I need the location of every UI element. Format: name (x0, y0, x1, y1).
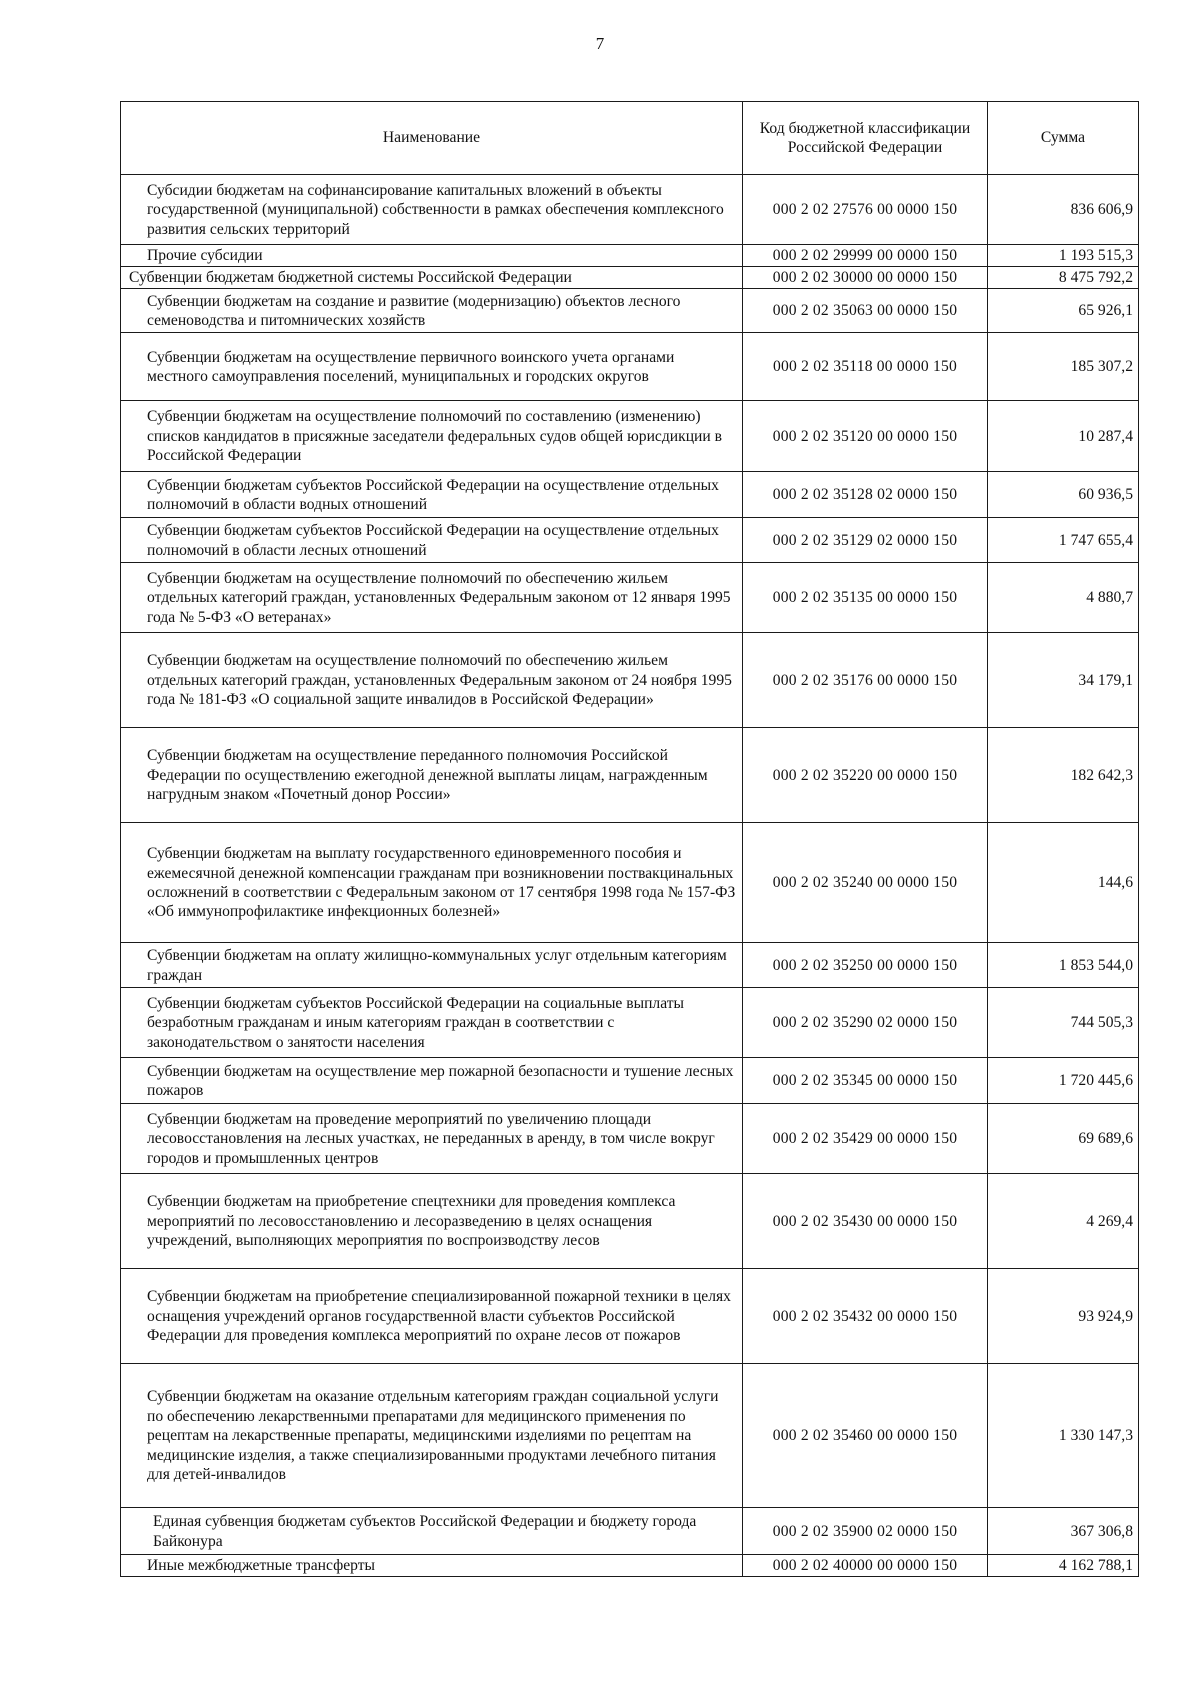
row-name: Субсидии бюджетам на софинансирование капитальных вложений в объекты государственной (муниципальной) собственности в рамках обеспечения комплексного развития сельских территорий (121, 175, 743, 245)
table-header-row (121, 102, 1139, 175)
table-row (121, 1508, 1139, 1555)
table-row (121, 518, 1139, 563)
row-name: Субвенции бюджетам на осуществление полномочий по обеспечению жильем отдельных категорий граждан, установленных Федеральным законом от 12 января 1995 года № 5-ФЗ «О ветеранах» (121, 563, 743, 633)
row-sum: 144,6 (988, 823, 1139, 943)
row-sum: 34 179,1 (988, 633, 1139, 728)
table-row (121, 267, 1139, 289)
header-code: Код бюджетной классификации Российской Федерации (743, 102, 988, 175)
row-sum: 65 926,1 (988, 289, 1139, 333)
row-sum: 182 642,3 (988, 728, 1139, 823)
row-sum: 1 720 445,6 (988, 1058, 1139, 1104)
row-sum: 10 287,4 (988, 401, 1139, 472)
row-code: 000 2 02 35432 00 0000 150 (743, 1269, 988, 1364)
row-name: Субвенции бюджетам на осуществление первичного воинского учета органами местного самоуправления поселений, муниципальных и городских округов (121, 333, 743, 401)
table-row (121, 333, 1139, 401)
row-sum: 1 747 655,4 (988, 518, 1139, 563)
row-code: 000 2 02 35345 00 0000 150 (743, 1058, 988, 1104)
row-name: Иные межбюджетные трансферты (121, 1555, 743, 1577)
row-sum: 69 689,6 (988, 1104, 1139, 1174)
row-code: 000 2 02 35220 00 0000 150 (743, 728, 988, 823)
table-row (121, 1555, 1139, 1577)
row-code: 000 2 02 35240 00 0000 150 (743, 823, 988, 943)
table-row (121, 633, 1139, 728)
page-number: 7 (595, 34, 605, 53)
row-name: Субвенции бюджетам субъектов Российской Федерации на осуществление отдельных полномочий в области лесных отношений (121, 518, 743, 563)
row-name: Субвенции бюджетам на выплату государственного единовременного пособия и ежемесячной денежной компенсации гражданам при возникновении поствакцинальных осложнений в соответствии с Федеральным законом от 17 сентября 1998 года № 157-ФЗ «Об иммунопрофилактике инфекционных болезней» (121, 823, 743, 943)
table-row (121, 823, 1139, 943)
budget-table (120, 101, 1139, 1577)
row-sum: 836 606,9 (988, 175, 1139, 245)
row-code: 000 2 02 35250 00 0000 150 (743, 943, 988, 988)
row-code: 000 2 02 35290 02 0000 150 (743, 988, 988, 1058)
table-row (121, 1058, 1139, 1104)
table-row (121, 245, 1139, 267)
table-row (121, 988, 1139, 1058)
row-sum: 60 936,5 (988, 472, 1139, 518)
table-row (121, 289, 1139, 333)
row-name: Единая субвенция бюджетам субъектов Российской Федерации и бюджету города Байконура (121, 1508, 743, 1555)
table-row (121, 1364, 1139, 1508)
row-sum: 4 162 788,1 (988, 1555, 1139, 1577)
row-sum: 1 330 147,3 (988, 1364, 1139, 1508)
row-name: Субвенции бюджетам на осуществление переданного полномочия Российской Федерации по осуществлению ежегодной денежной выплаты лицам, награжденным нагрудным знаком «Почетный донор России» (121, 728, 743, 823)
row-code: 000 2 02 35128 02 0000 150 (743, 472, 988, 518)
table-row (121, 175, 1139, 245)
table-row (121, 1269, 1139, 1364)
row-name: Субвенции бюджетам на создание и развитие (модернизацию) объектов лесного семеноводства и питомнических хозяйств (121, 289, 743, 333)
table-row (121, 472, 1139, 518)
header-sum: Сумма (988, 102, 1139, 175)
row-code: 000 2 02 35063 00 0000 150 (743, 289, 988, 333)
row-sum: 1 193 515,3 (988, 245, 1139, 267)
table-row (121, 1104, 1139, 1174)
row-name: Субвенции бюджетам на приобретение специализированной пожарной техники в целях оснащения учреждений органов государственной власти субъектов Российской Федерации для проведения комплекса мероприятий по охране лесов от пожаров (121, 1269, 743, 1364)
row-name: Прочие субсидии (121, 245, 743, 267)
row-code: 000 2 02 35900 02 0000 150 (743, 1508, 988, 1555)
row-name: Субвенции бюджетам на проведение мероприятий по увеличению площади лесовосстановления на лесных участках, не переданных в аренду, в том числе вокруг городов и промышленных центров (121, 1104, 743, 1174)
row-sum: 1 853 544,0 (988, 943, 1139, 988)
row-sum: 744 505,3 (988, 988, 1139, 1058)
row-name: Субвенции бюджетам субъектов Российской Федерации на социальные выплаты безработным гражданам и иным категориям граждан в соответствии с законодательством о занятости населения (121, 988, 743, 1058)
row-code: 000 2 02 35118 00 0000 150 (743, 333, 988, 401)
row-sum: 93 924,9 (988, 1269, 1139, 1364)
table-row (121, 728, 1139, 823)
row-name: Субвенции бюджетам на осуществление полномочий по составлению (изменению) списков кандидатов в присяжные заседатели федеральных судов общей юрисдикции в Российской Федерации (121, 401, 743, 472)
row-code: 000 2 02 35176 00 0000 150 (743, 633, 988, 728)
row-sum: 4 269,4 (988, 1174, 1139, 1269)
table-row (121, 563, 1139, 633)
row-code: 000 2 02 35135 00 0000 150 (743, 563, 988, 633)
row-name: Субвенции бюджетам на оплату жилищно-коммунальных услуг отдельным категориям граждан (121, 943, 743, 988)
row-code: 000 2 02 30000 00 0000 150 (743, 267, 988, 289)
row-code: 000 2 02 35460 00 0000 150 (743, 1364, 988, 1508)
row-name: Субвенции бюджетам на осуществление мер пожарной безопасности и тушение лесных пожаров (121, 1058, 743, 1104)
row-code: 000 2 02 35129 02 0000 150 (743, 518, 988, 563)
row-name: Субвенции бюджетам на приобретение спецтехники для проведения комплекса мероприятий по лесовосстановлению и лесоразведению в целях оснащения учреждений, выполняющих мероприятия по воспроизводству лесов (121, 1174, 743, 1269)
row-code: 000 2 02 35430 00 0000 150 (743, 1174, 988, 1269)
table-row (121, 1174, 1139, 1269)
row-sum: 367 306,8 (988, 1508, 1139, 1555)
table-row (121, 943, 1139, 988)
row-name: Субвенции бюджетам субъектов Российской Федерации на осуществление отдельных полномочий в области водных отношений (121, 472, 743, 518)
row-name: Субвенции бюджетам на осуществление полномочий по обеспечению жильем отдельных категорий граждан, установленных Федеральным законом от 24 ноября 1995 года № 181-ФЗ «О социальной защите инвалидов в Российской Федерации» (121, 633, 743, 728)
row-code: 000 2 02 35429 00 0000 150 (743, 1104, 988, 1174)
row-code: 000 2 02 35120 00 0000 150 (743, 401, 988, 472)
row-sum: 8 475 792,2 (988, 267, 1139, 289)
row-name: Субвенции бюджетам бюджетной системы Российской Федерации (121, 267, 743, 289)
row-code: 000 2 02 40000 00 0000 150 (743, 1555, 988, 1577)
table-row (121, 401, 1139, 472)
row-code: 000 2 02 29999 00 0000 150 (743, 245, 988, 267)
header-name: Наименование (121, 102, 743, 175)
row-name: Субвенции бюджетам на оказание отдельным категориям граждан социальной услуги по обеспечению лекарственными препаратами для медицинского применения по рецептам на лекарственные препараты, медицинскими изделиями по рецептам на медицинские изделия, а также специализированными продуктами лечебного питания для детей-инвалидов (121, 1364, 743, 1508)
row-sum: 4 880,7 (988, 563, 1139, 633)
row-code: 000 2 02 27576 00 0000 150 (743, 175, 988, 245)
row-sum: 185 307,2 (988, 333, 1139, 401)
